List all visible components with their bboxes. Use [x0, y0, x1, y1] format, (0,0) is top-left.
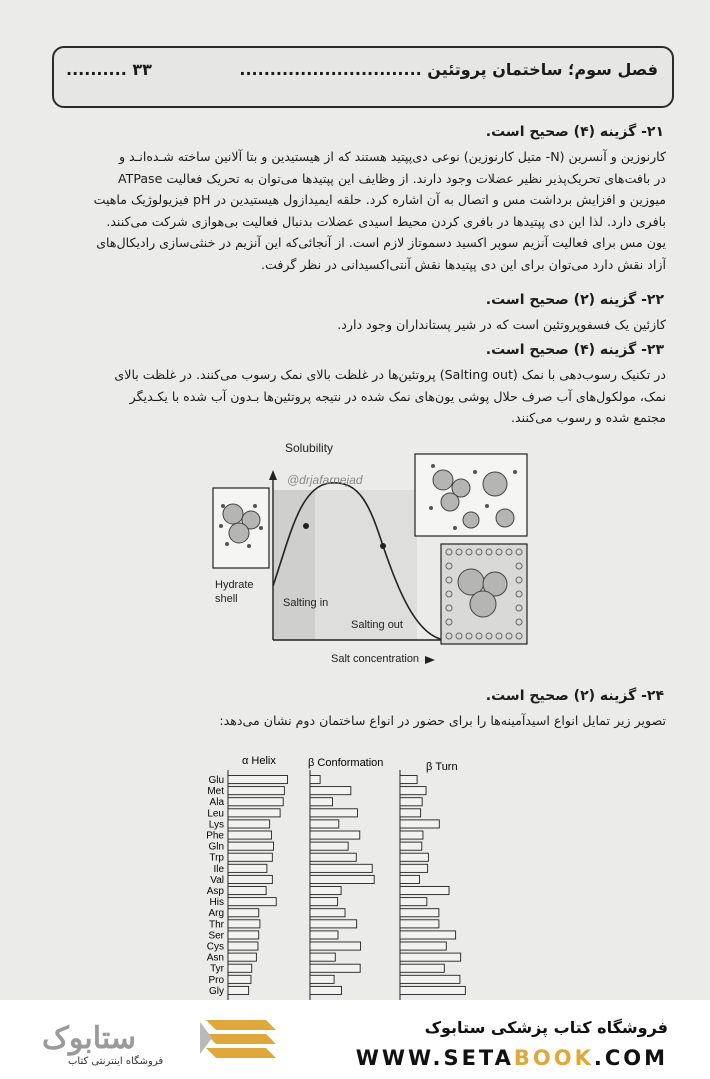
- propensity-bar: [310, 931, 338, 939]
- category-label: Phe: [206, 830, 224, 842]
- propensity-bar: [228, 798, 283, 806]
- propensity-bar: [228, 820, 270, 828]
- propensity-bar: [400, 931, 456, 939]
- text-line: کازئین یک فسفوپروتئین است که در شیر پستانداران وجود دارد.: [337, 317, 666, 332]
- propensity-bar: [228, 831, 272, 839]
- propensity-bar: [228, 887, 266, 895]
- propensity-bar: [310, 975, 334, 983]
- category-label: Asn: [206, 952, 224, 964]
- propensity-bar: [400, 787, 426, 795]
- propensity-bar: [310, 953, 335, 961]
- propensity-bar: [310, 798, 333, 806]
- category-label: Ile: [213, 863, 224, 875]
- propensity-bar: [310, 864, 372, 872]
- mid-band: [315, 490, 417, 640]
- category-label: Gln: [208, 841, 224, 853]
- propensity-bar: [228, 875, 272, 883]
- propensity-bar: [228, 787, 284, 795]
- propensity-bar: [310, 875, 374, 883]
- propensity-bar: [310, 986, 342, 994]
- dispersed-proteins-box: [415, 454, 527, 536]
- propensity-bar: [400, 776, 417, 784]
- propensity-bar: [400, 864, 428, 872]
- propensity-bar: [400, 986, 465, 994]
- propensity-bar: [400, 920, 439, 928]
- propensity-bar: [228, 909, 259, 917]
- category-label: Lys: [208, 819, 224, 831]
- propensity-bar: [228, 809, 280, 817]
- category-label: Ser: [208, 930, 224, 942]
- chapter-title: فصل سوم؛ ساختمان پروتئین ..............................: [239, 60, 658, 79]
- answer-24-heading: ۲۴- گزینه (۲) صحیح است.: [485, 688, 664, 704]
- propensity-bar: [310, 909, 345, 917]
- propensity-bar: [400, 898, 427, 906]
- propensity-bar: [400, 942, 446, 950]
- category-label: Arg: [208, 908, 224, 920]
- propensity-bar: [228, 864, 267, 872]
- propensity-bar: [310, 787, 351, 795]
- store-name: فروشگاه کتاب پزشکی ستابوک: [424, 1018, 668, 1037]
- propensity-bar: [400, 842, 422, 850]
- salting-out-label: Salting out: [351, 619, 403, 631]
- text-line: تصویر زیر تمایل انواع اسیدآمینه‌ها را برای حضور در انواع ساختمان دوم نشان می‌دهد:: [219, 713, 666, 728]
- text-line: مجتمع شده و رسوب می‌کنند.: [511, 410, 666, 425]
- category-label: Pro: [208, 974, 224, 986]
- y-axis-label: Solubility: [285, 441, 334, 455]
- logo-text: ستابوک: [42, 1022, 137, 1055]
- text-line: آزاد نقش دارد می‌توان برای این دی پپتیدها نقش آنتی‌اکسیدانی در نظر گرفت.: [261, 256, 666, 272]
- propensity-bar: [400, 831, 423, 839]
- page-number: ۳۳ ..........: [66, 60, 152, 79]
- propensity-bar: [310, 942, 361, 950]
- category-label: Ala: [209, 797, 224, 809]
- category-label: Glu: [208, 775, 224, 786]
- y-axis-arrow: [269, 470, 277, 480]
- series-label-alpha-helix: α Helix: [242, 755, 276, 767]
- propensity-bar: [400, 853, 428, 861]
- propensity-bar: [228, 942, 258, 950]
- answer-24-text: [41, 710, 666, 732]
- propensity-bar: [228, 975, 251, 983]
- text-line: نمک، مولکول‌های آب صرف حلال پوشی یون‌های نمک شده در نتیجه پروتئین‌ها بـدون آب شده با یکـدیگر: [129, 388, 666, 404]
- category-label: His: [209, 897, 224, 909]
- propensity-bar: [228, 898, 276, 906]
- amino-acid-propensity-chart: [190, 752, 490, 1000]
- propensity-bar: [310, 898, 338, 906]
- propensity-bar: [400, 809, 421, 817]
- propensity-bar: [400, 887, 449, 895]
- answer-23-text: [41, 364, 666, 429]
- text-line: یون مس برای فعالیت آنزیم سوپر اکسید دسموتاز لازم است. از آنجائی‌که این آنزیم در خنثی‌سازی رادیکال‌های: [96, 235, 666, 250]
- propensity-bar: [310, 887, 341, 895]
- url-part: WWW.SETA: [355, 1046, 514, 1070]
- category-label: Val: [210, 874, 224, 886]
- answer-21-heading: ۲۱- گزینه (۴) صحیح است.: [485, 124, 664, 140]
- series-label-beta-conformation: β Conformation: [308, 757, 384, 769]
- propensity-bar: [400, 953, 461, 961]
- answer-22-heading: ۲۲- گزینه (۲) صحیح است.: [485, 292, 664, 308]
- x-axis-label: Salt concentration: [331, 653, 420, 665]
- store-footer: [0, 1000, 710, 1079]
- propensity-bar: [228, 953, 256, 961]
- propensity-bar: [310, 809, 357, 817]
- category-label: Cys: [206, 941, 224, 953]
- propensity-bar: [228, 920, 260, 928]
- text-line: در تکنیک رسوب‌دهی با نمک (Salting out) پروتئین‌ها در غلظت بالای نمک رسوب می‌کنند. در غلظت بالای: [114, 367, 666, 382]
- propensity-bar: [310, 842, 348, 850]
- shell-label: shell: [215, 593, 238, 605]
- propensity-bar: [228, 842, 274, 850]
- text-line: کارنوزین و آنسرین (N- متیل کارنوزین) نوعی دی‌پپتید هستند که از هیستیدین و بتا آلانین ساخته شـده‌انـد و: [118, 149, 666, 164]
- propensity-bar: [400, 909, 439, 917]
- url-accent: BOOK: [513, 1046, 594, 1070]
- x-axis-arrow: [425, 656, 435, 664]
- chapter-header: [52, 46, 674, 108]
- propensity-bar: [310, 820, 339, 828]
- salted-out-protein-box: [441, 544, 527, 644]
- propensity-bar: [400, 820, 439, 828]
- watermark: @drjafarnejad: [287, 473, 363, 487]
- category-label: Asp: [206, 886, 224, 897]
- propensity-bar: [310, 920, 357, 928]
- answer-22-text: [41, 314, 666, 336]
- propensity-bar: [400, 875, 419, 883]
- category-label: Tyr: [210, 963, 224, 975]
- curve-point: [303, 523, 309, 529]
- propensity-bar: [310, 964, 360, 972]
- propensity-bar: [310, 776, 320, 784]
- propensity-bar: [400, 798, 422, 806]
- category-label: Met: [207, 786, 224, 798]
- answer-23-heading: ۲۳- گزینه (۴) صحیح است.: [485, 342, 664, 358]
- category-label: Trp: [209, 852, 224, 864]
- propensity-bar: [228, 776, 288, 784]
- propensity-bar: [228, 986, 249, 994]
- solubility-figure: [205, 436, 535, 676]
- hydrate-label: Hydrate: [215, 579, 254, 591]
- salting-in-label: Salting in: [283, 597, 329, 609]
- category-label: Leu: [207, 808, 224, 820]
- logo-subtitle: فروشگاه اینترنتی کتاب: [68, 1056, 164, 1067]
- curve-point: [380, 543, 386, 549]
- category-label: Gly: [209, 985, 224, 997]
- text-line: بافری دارد. لذا این دی پپتیدها در بافری کردن محیط اسیدی عضلات بدنبال فعالیت بی‌هوازی شرکت می‌کنند.: [106, 213, 666, 229]
- category-label: Thr: [209, 919, 224, 931]
- propensity-bar: [228, 853, 272, 861]
- propensity-bar: [310, 831, 360, 839]
- store-url: [356, 1046, 668, 1070]
- propensity-bar: [228, 964, 252, 972]
- propensity-bar: [310, 853, 356, 861]
- text-line: در بافت‌های تحریک‌پذیر نظیر عضلات وجود دارند. از وظایف این پپتیدها می‌توان به تحریک فعالیت ATPase: [117, 170, 666, 186]
- store-logo: [28, 1008, 278, 1074]
- series-label-beta-turn: β Turn: [426, 761, 458, 773]
- answer-21-text: [41, 146, 666, 275]
- hydrated-protein-box: [213, 488, 269, 568]
- url-part: .COM: [593, 1046, 668, 1070]
- propensity-bar: [228, 931, 259, 939]
- propensity-bar: [400, 975, 460, 983]
- text-line: میوزین و افزایش برداشت مس و اتصال به آن اشاره کرد. حلقه ایمیدازول هیستیدین در pH فیزیولوژیک ماهیت: [93, 192, 666, 207]
- propensity-bar: [400, 964, 444, 972]
